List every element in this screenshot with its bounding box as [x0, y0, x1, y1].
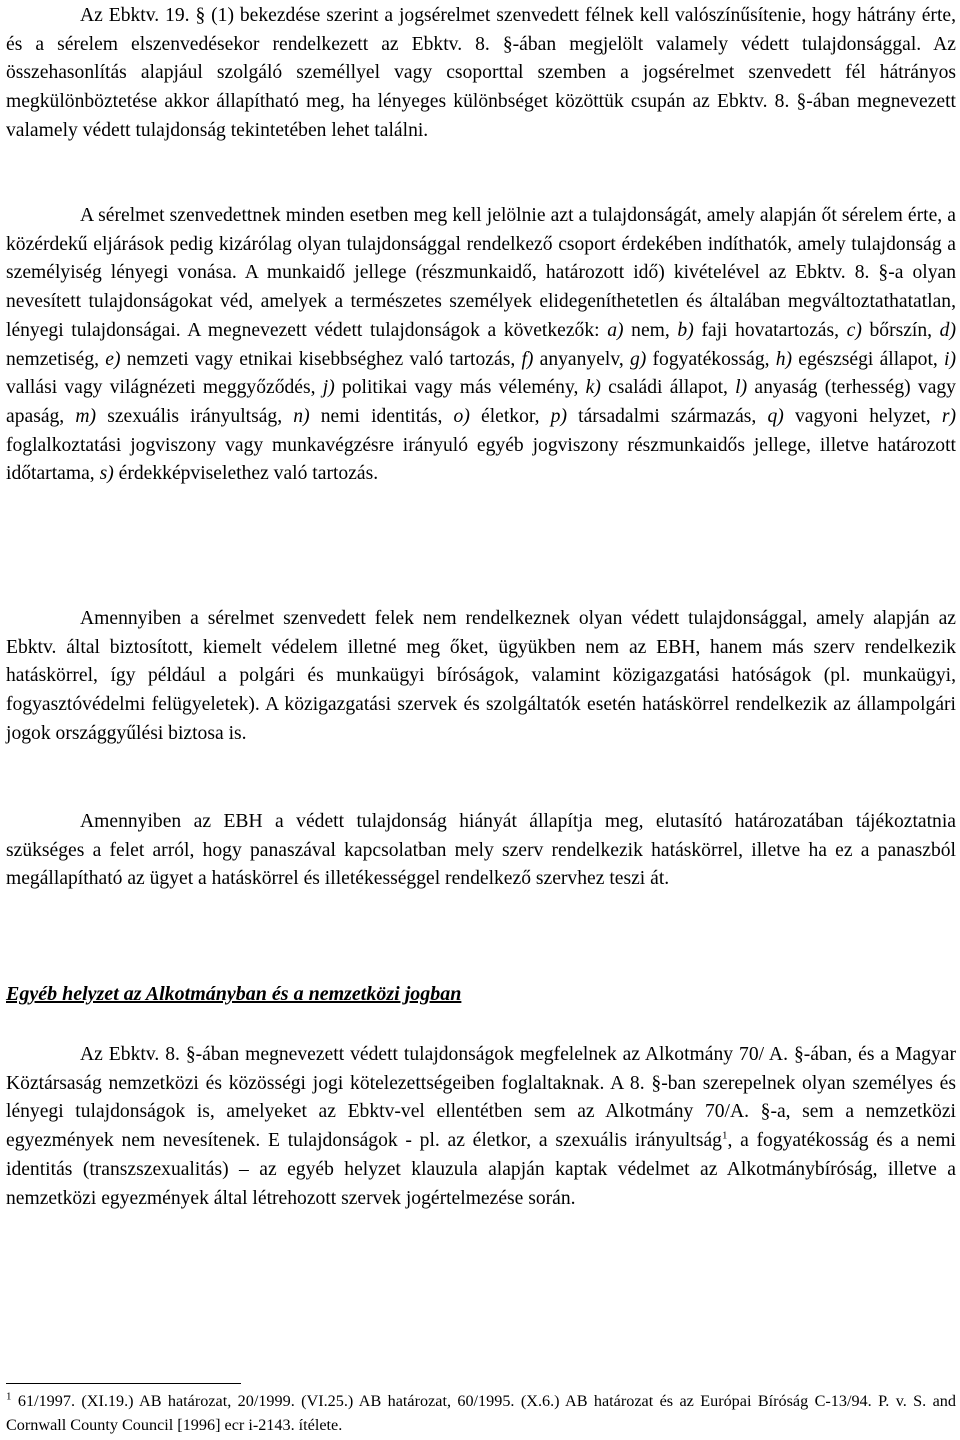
protected-characteristics-list	[6, 320, 956, 485]
paragraph-2-text: A sérelmet szenvedettnek minden esetben meg kell jelölnie azt a tulajdonságát, amely alapján őt sérelem érte, a közérdekű eljárások pedig kizárólag olyan tulajdonsággal rendelkező csoport érdekében indíthatók, amely tulajdonság a személyiség lényegi vonása. A munkaidő jellege (részmunkaidő, határozott idő) kivételével az Ebktv. 8. §-a olyan nevesített tulajdonságokat véd, amelyek a természetes személyek elidegeníthetetlen és általában megváltoztathatatlan, lényegi tulajdonságai. A megnevezett védett tulajdonságok a következők:	[6, 205, 956, 341]
list-item-text: fogyatékosság,	[646, 348, 776, 370]
footnote-text: 61/1997. (XI.19.) AB határozat, 20/1999. (VI.25.) AB határozat, 60/1995. (X.6.) AB határozat és az Európai Bíróság C-13/94. P. v. S. and Cornwall County Council [1996] ecr i-2143. ítélete.	[6, 1392, 956, 1434]
list-item-letter: j)	[322, 377, 335, 399]
paragraph-missing-characteristic	[6, 808, 956, 894]
list-item-letter: r)	[941, 405, 956, 427]
list-item	[100, 463, 379, 484]
list-item	[630, 349, 776, 370]
paragraph-burden-of-proof	[6, 2, 956, 146]
list-item-letter: i)	[944, 348, 956, 370]
list-item-letter: p)	[550, 405, 567, 427]
list-item	[454, 406, 551, 427]
list-item-text: egészségi állapot,	[792, 348, 944, 370]
list-item-text: nemzetiség,	[6, 348, 106, 370]
list-item-letter: o)	[453, 405, 470, 427]
list-item-letter: c)	[846, 319, 862, 341]
list-item-text: faji hovatartozás,	[693, 319, 847, 341]
list-item-text: nemzeti vagy etnikai kisebbséghez való tartozás,	[120, 348, 522, 370]
paragraph-5-before: Az Ebktv. 8. §-ában megnevezett védett tulajdonságok megfelelnek az Alkotmány 70/ A. §-ában, és a Magyar Köztársaság nemzetközi és közösségi jogi kötelezettségeiben foglaltaknak. A 8. §-ban szerepelnek olyan személyes és lényegi tulajdonságok is, amelyeket az Ebktv-vel ellentétben sem az Alkotmány 70/A. §-a, sem a nemzetközi egyezmények nem nevesítenek. E tulajdonságok - pl. az életkor, a szexuális irányultság	[6, 1044, 956, 1152]
list-item	[677, 320, 846, 341]
paragraph-constitution	[6, 1041, 956, 1213]
list-item	[607, 320, 677, 341]
list-item-text: életkor,	[469, 405, 551, 427]
list-item-text: bőrszín,	[861, 319, 940, 341]
list-item	[847, 320, 940, 341]
list-item	[323, 377, 586, 398]
list-item	[586, 377, 736, 398]
footnote-reference[interactable]: 1	[721, 1129, 728, 1142]
paragraph-3-text: Amennyiben a sérelmet szenvedett felek nem rendelkeznek olyan védett tulajdonsággal, amely alapján az Ebktv. által biztosított, kiemelt védelem illetné meg őket, ügyükben nem az EBH, hanem más szerv rendelkezik hatáskörrel, így például a polgári és munkaügyi bíróságok, valamint közigazgatási hatóságok (pl. munkaügyi, fogyasztóvédelmi felügyeletek). A közigazgatási szervek és szolgáltatók esetén hatáskörrel rendelkezik az állampolgári jogok országgyűlési biztosa is.	[6, 608, 956, 744]
list-item	[767, 406, 941, 427]
paragraph-1-lead: Az Ebktv. 19. § (1) bekezdése szerint a jogsérelmet szenvedett félnek kell valószínűsítenie, hogy hátrány érte, és a sérelem elszenvedésekor rendelkezett az Ebktv. 8. §-ában megjelölt valamely védett tulajdonsággal.	[6, 5, 956, 55]
list-item-text: társadalmi származás,	[567, 405, 768, 427]
list-item-text: anyanyelv,	[533, 348, 630, 370]
list-item-letter: f)	[521, 348, 534, 370]
list-item	[105, 349, 521, 370]
list-item	[75, 406, 293, 427]
list-item	[551, 406, 768, 427]
list-item-letter: e)	[105, 348, 121, 370]
list-item-text: politikai vagy más vélemény,	[334, 377, 586, 399]
footnote-divider	[6, 1383, 241, 1384]
list-item-letter: l)	[735, 377, 748, 399]
list-item-letter: s)	[99, 463, 114, 485]
list-item-letter: h)	[775, 348, 793, 370]
list-item-letter: q)	[767, 405, 784, 427]
list-item	[293, 406, 453, 427]
list-item-letter: b)	[677, 319, 694, 341]
list-item-text: nemi identitás,	[309, 405, 454, 427]
footnote	[6, 1389, 956, 1437]
list-item-letter: k)	[585, 377, 601, 399]
list-item-text: foglalkoztatási jogviszony vagy munkavégzésre irányuló egyéb jogviszony részmunkaidős jellege, illetve határozott időtartama,	[6, 434, 956, 485]
list-item-letter: m)	[75, 405, 97, 427]
footnote-number: 1	[6, 1390, 12, 1403]
paragraph-5-after: , a fogyatékosság és a nemi identitás (transzszexualitás) – az egyéb helyzet klauzula alapján kaptak védelmet az Alkotmánybíróság, illetve a nemzetközi egyezmények által létrehozott szervek jogértelmezése során.	[6, 1130, 957, 1209]
paragraph-protected-characteristics	[6, 202, 956, 489]
list-item	[776, 349, 944, 370]
list-item-letter: n)	[293, 405, 310, 427]
paragraph-other-authorities	[6, 605, 956, 749]
paragraph-4-text: Amennyiben az EBH a védett tulajdonság hiányát állapítja meg, elutasító határozatában tájékoztatnia szükséges a felet arról, hogy panaszával kapcsolatban mely szerv rendelkezik hatáskörrel, illetve ha ez a panaszból megállapítható az ügyet a hatáskörrel és illetékességgel rendelkező szervhez teszi át.	[6, 811, 956, 890]
list-item-text: vallási vagy világnézeti meggyőződés,	[6, 377, 323, 399]
list-item-text: anyaság (terhesség) vagy apaság,	[6, 377, 956, 427]
list-item-text: szexuális irányultság,	[96, 405, 294, 427]
section-heading: Egyéb helyzet az Alkotmányban és a nemzetközi jogban	[6, 983, 462, 1005]
list-item-text: érdekképviselethez való tartozás.	[113, 463, 379, 485]
list-item-text: vagyoni helyzet,	[783, 405, 942, 427]
paragraph-1-rest: Az összehasonlítás alapjául szolgáló személlyel vagy csoporttal szemben a jogsérelmet szenvedett fél hátrányos megkülönböztetése akkor állapítható meg, ha lényeges különbséget közöttük csupán az Ebktv. 8. §-ában megnevezett valamely védett tulajdonság tekintetében lehet találni.	[6, 33, 956, 141]
list-item-letter: a)	[607, 319, 624, 341]
list-item-text: családi állapot,	[600, 377, 736, 399]
list-item-letter: g)	[629, 348, 647, 370]
list-item	[521, 349, 630, 370]
list-item-letter: d)	[939, 319, 956, 341]
list-item-text: nem,	[623, 319, 678, 341]
